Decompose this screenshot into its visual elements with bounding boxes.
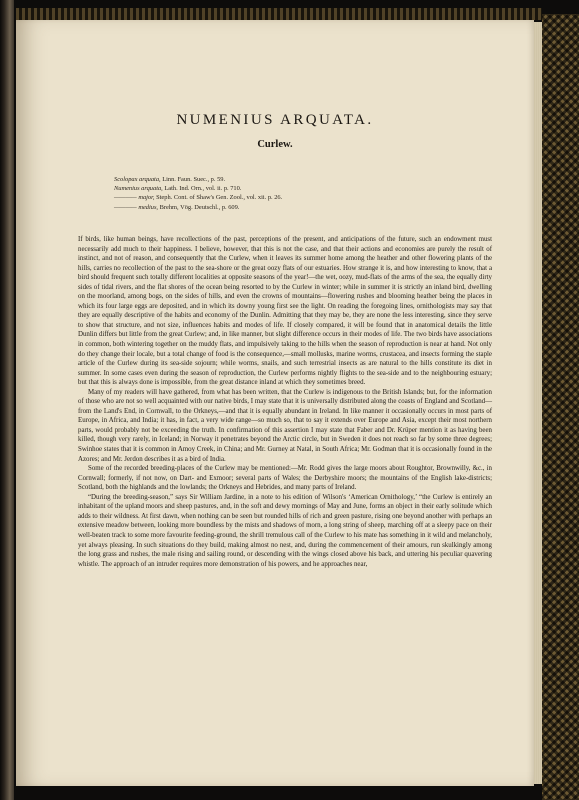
decorative-binding-board — [542, 14, 579, 800]
common-name: Curlew. — [257, 139, 293, 150]
binding-top-edge — [16, 8, 542, 20]
paragraph: Many of my readers will have gathered, from what has been written, that the Curlew is indigenous to the British Islands; but, for the information of those who are not so well acquainted with our native birds, I may state that it is universally distributed along the coasts of England and Scotland—from the Land's End, in Cornwall, to the Orkneys,—and that it is equally abundant in Ireland. In like manner it occasionally occurs in most parts of Europe, in Africa, and India; it has, in fact, a very wide range—so much so, that to say it extends over Europe and Asia, except their most northern parts, would probably not be exceeding the truth. In confirmation of this assertion I may state that Faber and Dr. Krüper mention it as having been killed, though very rarely, in Iceland; in Norway it penetrates beyond the Arctic circle, but in Sweden it does not reach so far by some three degrees; Swinhoe states that it is common in Amoy Creek, in China; and Mr. Gurney at Natal, in South Africa; Mr. Godman that it is occasionally found in the Azores; and Mr. Jerdon describes it as a bird of India. — [78, 388, 492, 463]
synonym-name: Numenius arquata, — [114, 185, 163, 193]
synonym-line — [114, 175, 474, 184]
previous-page-edge — [0, 0, 14, 800]
synonym-reference: Brehm, Vög. Deutschl., p. 609. — [158, 203, 240, 211]
paragraph: If birds, like human beings, have recollections of the past, perceptions of the present, and anticipations of the future, such an endowment must necessarily add much to their happiness. I believe, however, that this is not the case, and that their actions and economies are purely the result of instinct, and not of reason, and consequently that the Curlew, when it leaves its summer home among the heather and other flowering plants of the hills, carries no recollection of the past to the sea-shore or the great oozy flats of our estuaries. How strange it is, and how interesting to know, that a bird should frequent such totally different localities at opposite seasons of the year!—the wet, oozy, mud-flats of the arms of the sea, the equally dirty sides of tidal rivers, and the flat shores of the ocean being resorted to by the Curlew in winter; while in summer it is strictly an inland bird, dwelling on the moorland, among bogs, on the sides of hills, and even the crowns of mountains—flowering rushes and blooming heather being the places in which its four large eggs are deposited, and in which its downy young first see the light. On reading the foregoing lines, ornithologists may say that they are equally descriptive of the habits and economy of the Dunlin. Admitting that they may be, they are none the less interesting, since they serve to show that structure, and not size, influences habits and modes of life. If closely compared, it will be found that in anatomical details the little Dunlin differs but little from the great Curlew; and, in like manner, but slight difference occurs in their modes of life. The two birds have associations in common, both wintering together on the muddy flats, and impulsively taking to the hills when the season of reproduction is near at hand. Not only do they change their locale, but a total change of food is the consequence,—small mollusks, marine worms, crustacea, and insects forming the staple article of the Curlew during its sea-side sojourn; while worms, snails, and such terrestrial insects as are natural to the hills constitute its diet in summer. In some cases even during the season of reproduction, the Curlew performs nightly flights to the sea-side and to the neighbouring estuary; but that this is always done is impossible, from the great distance inland at which they sometimes breed. — [78, 236, 492, 387]
synonym-name: ———— major, — [114, 194, 155, 202]
synonym-reference: Linn. Faun. Suec., p. 59. — [160, 176, 226, 183]
species-title: NUMENIUS ARQUATA. — [176, 112, 374, 128]
synonym-name: Scolopax arquata, — [114, 176, 161, 183]
synonym-line — [114, 203, 474, 212]
synonym-line — [114, 184, 474, 193]
page-fore-edge — [534, 22, 542, 784]
body-text — [78, 235, 492, 569]
synonym-reference: Lath. Ind. Orn., vol. ii. p. 710. — [162, 185, 242, 193]
paragraph: Some of the recorded breeding-places of the Curlew may be mentioned:—Mr. Rodd gives the large moors about Roughtor, Brownwilly, &c., in Cornwall; formerly, if not now, on Dart- and Exmoor; several parts of Wales; the Derbyshire moors; the mountains of the English lake-districts; Scotland, both the highlands and the lowlands; the Orkneys and Hebrides, and many parts of Ireland. — [78, 465, 492, 492]
synonymy-list — [114, 175, 474, 212]
synonym-reference: Steph. Cont. of Shaw's Gen. Zool., vol. xii. p. 26. — [154, 194, 283, 202]
page-headings — [16, 112, 534, 150]
paragraph: “During the breeding-season,” says Sir William Jardine, in a note to his edition of Wilson's ‘American Ornithology,’ “the Curlew is entirely an inhabitant of the upland moors and sheep pastures, and, in the soft and dewy mornings of May and June, forms an object in their early solitude which adds to their wildness. At first dawn, when nothing can be seen but rounded hills of rich and green pasture, rising one beyond another with perhaps an extensive meadow between, looking more boundless by the mists and shadows of morn, a long string of sheep, marching off at a sleepy pace on their well-beaten track to some more favourite feeding-ground, the shrill tremulous call of the Curlew to his mate has something in it wild and melancholy, yet always pleasing. In such situations do they build, making almost no nest, and, during the commencement of their amours, run skulkingly among the long grass and rushes, the male rising and sailing round, or descending with the wings closed above his back, and uttering his peculiar quavering whistle. The approach of an intruder requires more demonstration of his powers, and he approaches near, — [78, 493, 492, 568]
book-page — [16, 20, 534, 786]
synonym-line — [114, 193, 474, 202]
synonym-name: ———— medius, — [114, 203, 159, 211]
